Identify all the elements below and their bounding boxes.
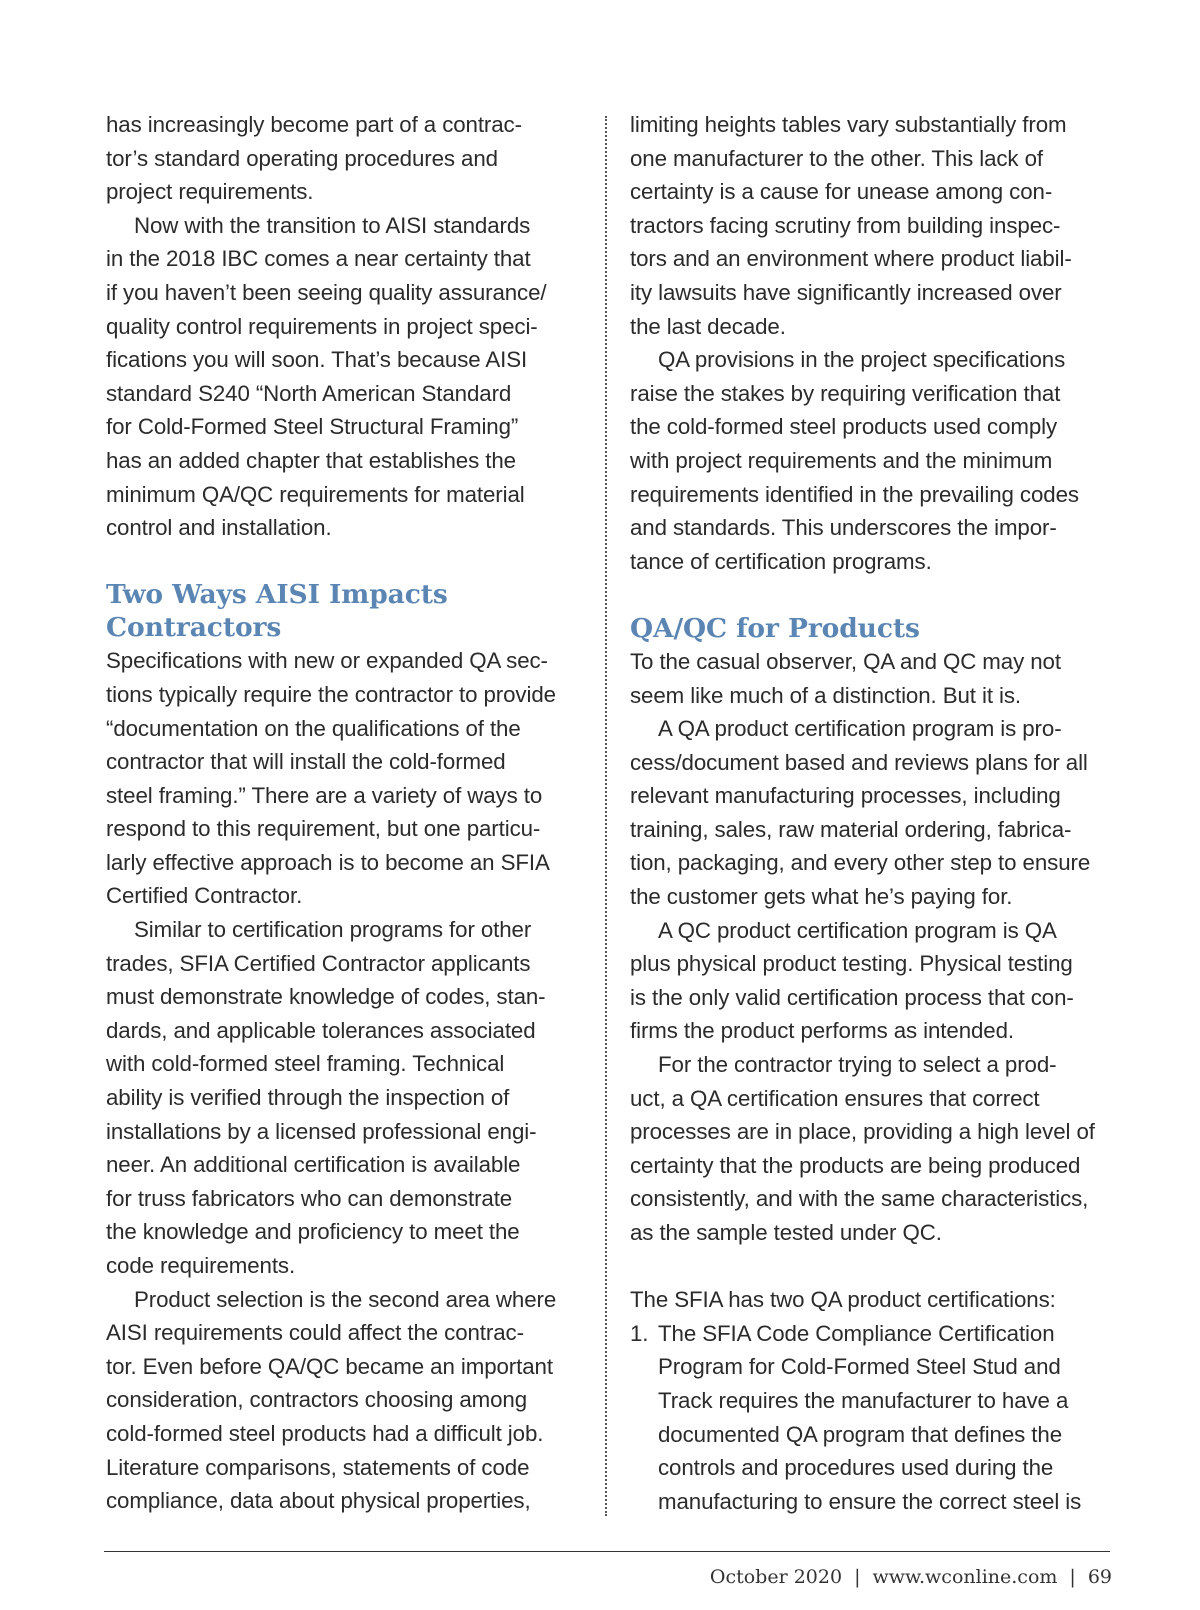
text-line: neer. An additional certification is available — [106, 1152, 521, 1178]
text-line: certainty that the products are being produced — [630, 1152, 1081, 1178]
text-line: plus physical product testing. Physical testing — [630, 951, 1073, 977]
section-heading-qa-qc-products: QA/QC for Products — [630, 612, 920, 644]
text-line: AISI requirements could affect the contrac- — [106, 1320, 524, 1346]
page-footer — [710, 1566, 1112, 1588]
text-line: controls and procedures used during the — [658, 1455, 1054, 1481]
text-line: relevant manufacturing processes, including — [630, 783, 1061, 809]
text-line: has increasingly become part of a contrac- — [106, 112, 522, 137]
text-line: cess/document based and reviews plans for all — [630, 749, 1088, 775]
right-paragraph-qa-provisions — [630, 343, 1120, 578]
footer-date: October 2020 — [709, 1566, 843, 1588]
text-line: consistently, and with the same characteristics, — [630, 1186, 1089, 1212]
text-line: larly effective approach is to become an SFIA — [106, 849, 550, 875]
text-line: fications you will soon. That’s because AISI — [106, 347, 528, 373]
text-line: seem like much of a distinction. But it is. — [630, 682, 1022, 708]
footer-separator: | — [1069, 1566, 1076, 1588]
text-line: tor’s standard operating procedures and — [106, 145, 498, 171]
text-line: control and installation. — [106, 515, 332, 541]
text-line: Track requires the manufacturer to have a — [658, 1387, 1069, 1413]
text-line: Program for Cold-Formed Steel Stud and — [658, 1354, 1061, 1380]
footer-rule — [104, 1551, 1110, 1552]
left-paragraph-aisi-transition — [106, 209, 584, 545]
text-line: has an added chapter that establishes the — [106, 447, 516, 473]
list-item — [630, 1317, 1120, 1519]
text-line: with cold-formed steel framing. Technical — [106, 1051, 505, 1077]
section-heading-two-ways — [106, 578, 584, 644]
text-line: tion, packaging, and every other step to ensure — [630, 850, 1091, 876]
heading-line: Two Ways AISI Impacts — [106, 579, 448, 611]
left-intro-paragraph — [106, 108, 584, 209]
footer-website-link[interactable]: www.wconline.com — [872, 1566, 1058, 1588]
text-line: ity lawsuits have significantly increased over — [630, 279, 1062, 305]
text-line: one manufacturer to the other. This lack of — [630, 145, 1043, 171]
text-line: processes are in place, providing a high level of — [630, 1119, 1095, 1145]
text-line: cold-formed steel products had a difficult job. — [106, 1420, 544, 1446]
text-line: with project requirements and the minimum — [630, 447, 1053, 473]
text-line: tance of certification programs. — [630, 548, 932, 574]
text-line: For the contractor trying to select a prod- — [658, 1052, 1057, 1078]
right-column — [630, 108, 1120, 1518]
left-paragraph-product-selection — [106, 1283, 584, 1518]
column-divider — [605, 116, 607, 1516]
text-line: must demonstrate knowledge of codes, stan- — [106, 984, 546, 1010]
left-paragraph-specifications — [106, 644, 584, 913]
text-line: Literature comparisons, statements of code — [106, 1454, 530, 1480]
text-line: Similar to certification programs for other — [134, 917, 532, 943]
text-line: standard S240 “North American Standard — [106, 380, 512, 406]
text-line: tions typically require the contractor to provide — [106, 681, 556, 707]
spacer — [106, 545, 584, 579]
text-line: tor. Even before QA/QC became an important — [106, 1353, 553, 1379]
text-line: the cold-formed steel products used comply — [630, 414, 1058, 440]
text-line: minimum QA/QC requirements for material — [106, 481, 525, 507]
text-line: training, sales, raw material ordering, fabrica- — [630, 816, 1072, 842]
text-line: contractor that will install the cold-formed — [106, 749, 506, 775]
text-line: tors and an environment where product liabil- — [630, 246, 1072, 272]
spacer — [630, 1250, 1120, 1284]
text-line: Now with the transition to AISI standards — [134, 212, 531, 238]
text-line: compliance, data about physical properties, — [106, 1488, 531, 1514]
certifications-intro: The SFIA has two QA product certifications: — [630, 1287, 1056, 1313]
left-paragraph-certification-programs — [106, 913, 584, 1283]
text-line: ability is verified through the inspection of — [106, 1085, 510, 1111]
text-line: if you haven’t been seeing quality assurance/ — [106, 279, 547, 305]
text-line: tractors facing scrutiny from building inspec- — [630, 212, 1061, 238]
text-line: and standards. This underscores the impor- — [630, 515, 1057, 541]
text-line: uct, a QA certification ensures that correct — [630, 1085, 1040, 1111]
text-line: Product selection is the second area where — [134, 1286, 557, 1312]
spacer — [630, 578, 1120, 612]
text-line: dards, and applicable tolerances associated — [106, 1017, 536, 1043]
text-line: Specifications with new or expanded QA sec- — [106, 648, 548, 674]
text-line: Certified Contractor. — [106, 883, 303, 909]
text-line: The SFIA Code Compliance Certification — [658, 1320, 1055, 1346]
list-item-body — [658, 1317, 1081, 1519]
text-line: code requirements. — [106, 1253, 296, 1278]
text-line: certainty is a cause for unease among con- — [630, 179, 1053, 205]
text-line: consideration, contractors choosing among — [106, 1387, 528, 1413]
text-line: installations by a licensed professional engi- — [106, 1118, 537, 1144]
text-line: the knowledge and proficiency to meet the — [106, 1219, 520, 1245]
text-line: trades, SFIA Certified Contractor applicants — [106, 950, 531, 976]
left-column — [106, 108, 584, 1518]
text-line: QA provisions in the project specifications — [658, 347, 1066, 373]
list-number: 1. — [630, 1320, 649, 1346]
text-line: A QC product certification program is QA — [658, 917, 1057, 943]
right-paragraph-qa-program — [630, 712, 1120, 914]
text-line: as the sample tested under QC. — [630, 1220, 942, 1245]
text-line: the last decade. — [630, 313, 786, 339]
text-line: raise the stakes by requiring verification that — [630, 380, 1061, 406]
text-line: To the casual observer, QA and QC may not — [630, 648, 1061, 674]
text-line: quality control requirements in project speci- — [106, 313, 538, 339]
text-line: limiting heights tables vary substantially from — [630, 112, 1067, 137]
right-paragraph-contractor-selection — [630, 1048, 1120, 1250]
page-number: 69 — [1087, 1566, 1112, 1588]
text-line: the customer gets what he’s paying for. — [630, 884, 1013, 910]
heading-line: Contractors — [106, 612, 282, 644]
right-paragraph-qc-program — [630, 914, 1120, 1048]
text-line: firms the product performs as intended. — [630, 1018, 1014, 1044]
text-line: is the only valid certification process that con- — [630, 984, 1074, 1010]
text-line: “documentation on the qualifications of the — [106, 715, 521, 741]
text-line: for truss fabricators who can demonstrate — [106, 1185, 513, 1211]
text-line: steel framing.” There are a variety of ways to — [106, 782, 543, 808]
text-line: respond to this requirement, but one particu- — [106, 816, 541, 842]
footer-separator: | — [854, 1566, 861, 1588]
right-intro-paragraph — [630, 108, 1120, 343]
text-line: in the 2018 IBC comes a near certainty that — [106, 246, 531, 272]
text-line: documented QA program that defines the — [658, 1421, 1062, 1447]
text-line: project requirements. — [106, 179, 314, 205]
text-line: for Cold-Formed Steel Structural Framing” — [106, 414, 519, 440]
text-line: manufacturing to ensure the correct steel is — [658, 1488, 1082, 1514]
right-paragraph-casual-observer — [630, 645, 1120, 712]
text-line: requirements identified in the prevailing codes — [630, 481, 1079, 507]
text-line: A QA product certification program is pro- — [658, 716, 1062, 742]
